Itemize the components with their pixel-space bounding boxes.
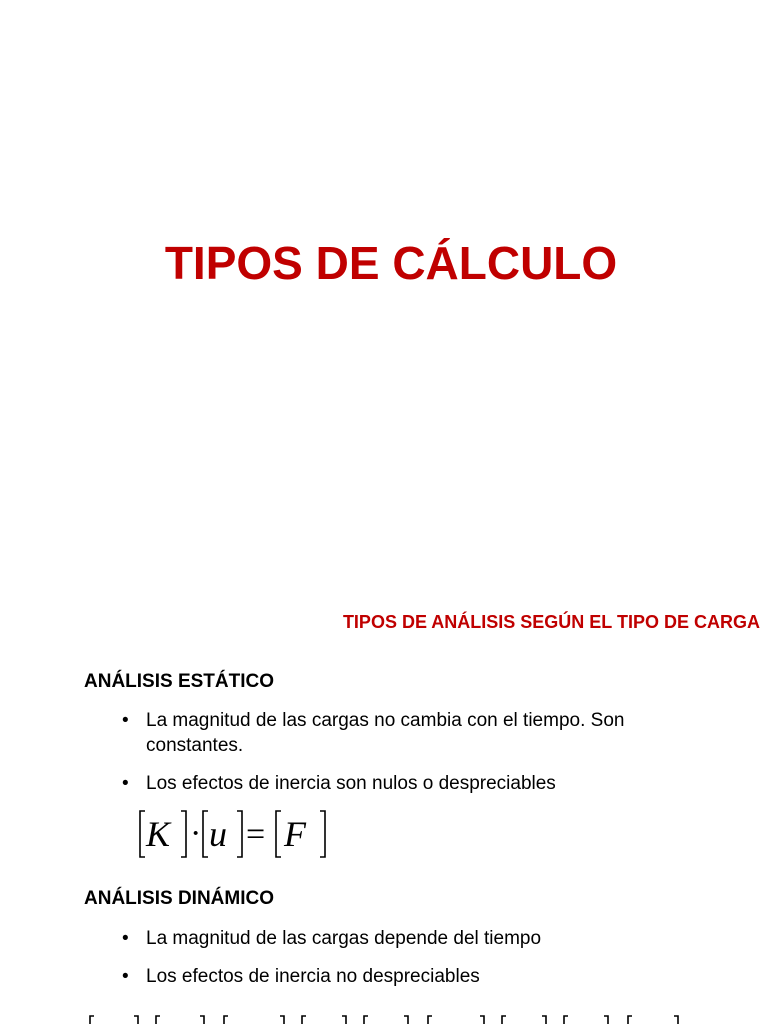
equation-f: F <box>284 814 306 854</box>
bullet-text: La magnitud de las cargas no cambia con el tiempo. Son constantes. <box>146 710 625 756</box>
equation-dot: · <box>190 815 202 852</box>
bullet-icon: • <box>122 966 129 987</box>
bracket-left-f <box>276 811 281 857</box>
bullet-icon: • <box>122 928 129 949</box>
list-item <box>120 708 720 758</box>
bullet-icon: • <box>122 710 129 731</box>
bullet-icon: • <box>122 773 129 794</box>
equation-u: u <box>209 814 227 854</box>
equation-k: K <box>146 814 171 854</box>
bracket-right-f <box>320 811 325 857</box>
bullet-text: Los efectos de inercia no despreciables <box>146 966 480 987</box>
bullet-text: Los efectos de inercia son nulos o despreciables <box>146 773 556 794</box>
stiffness-equation <box>138 808 338 860</box>
bracket-left-k <box>140 811 145 857</box>
list-item <box>120 926 720 951</box>
bracket-left-u <box>203 811 208 857</box>
equation-equals: = <box>246 816 266 853</box>
bracket-right-u <box>237 811 242 857</box>
bullet-text: La magnitud de las cargas depende del tiempo <box>146 928 542 949</box>
dynamic-analysis-heading: ANÁLISIS DINÁMICO <box>84 888 274 909</box>
list-item <box>120 964 720 989</box>
list-item <box>120 771 720 796</box>
static-analysis-heading: ANÁLISIS ESTÁTICO <box>84 671 275 692</box>
bracket-right-k <box>181 811 186 857</box>
cut-off-equation-fragment <box>84 1014 684 1024</box>
static-analysis-bullets <box>120 708 720 809</box>
dynamic-analysis-bullets <box>120 926 720 1002</box>
slide-title: TIPOS DE CÁLCULO <box>164 237 618 289</box>
section-heading: TIPOS DE ANÁLISIS SEGÚN EL TIPO DE CARGA <box>342 612 760 632</box>
